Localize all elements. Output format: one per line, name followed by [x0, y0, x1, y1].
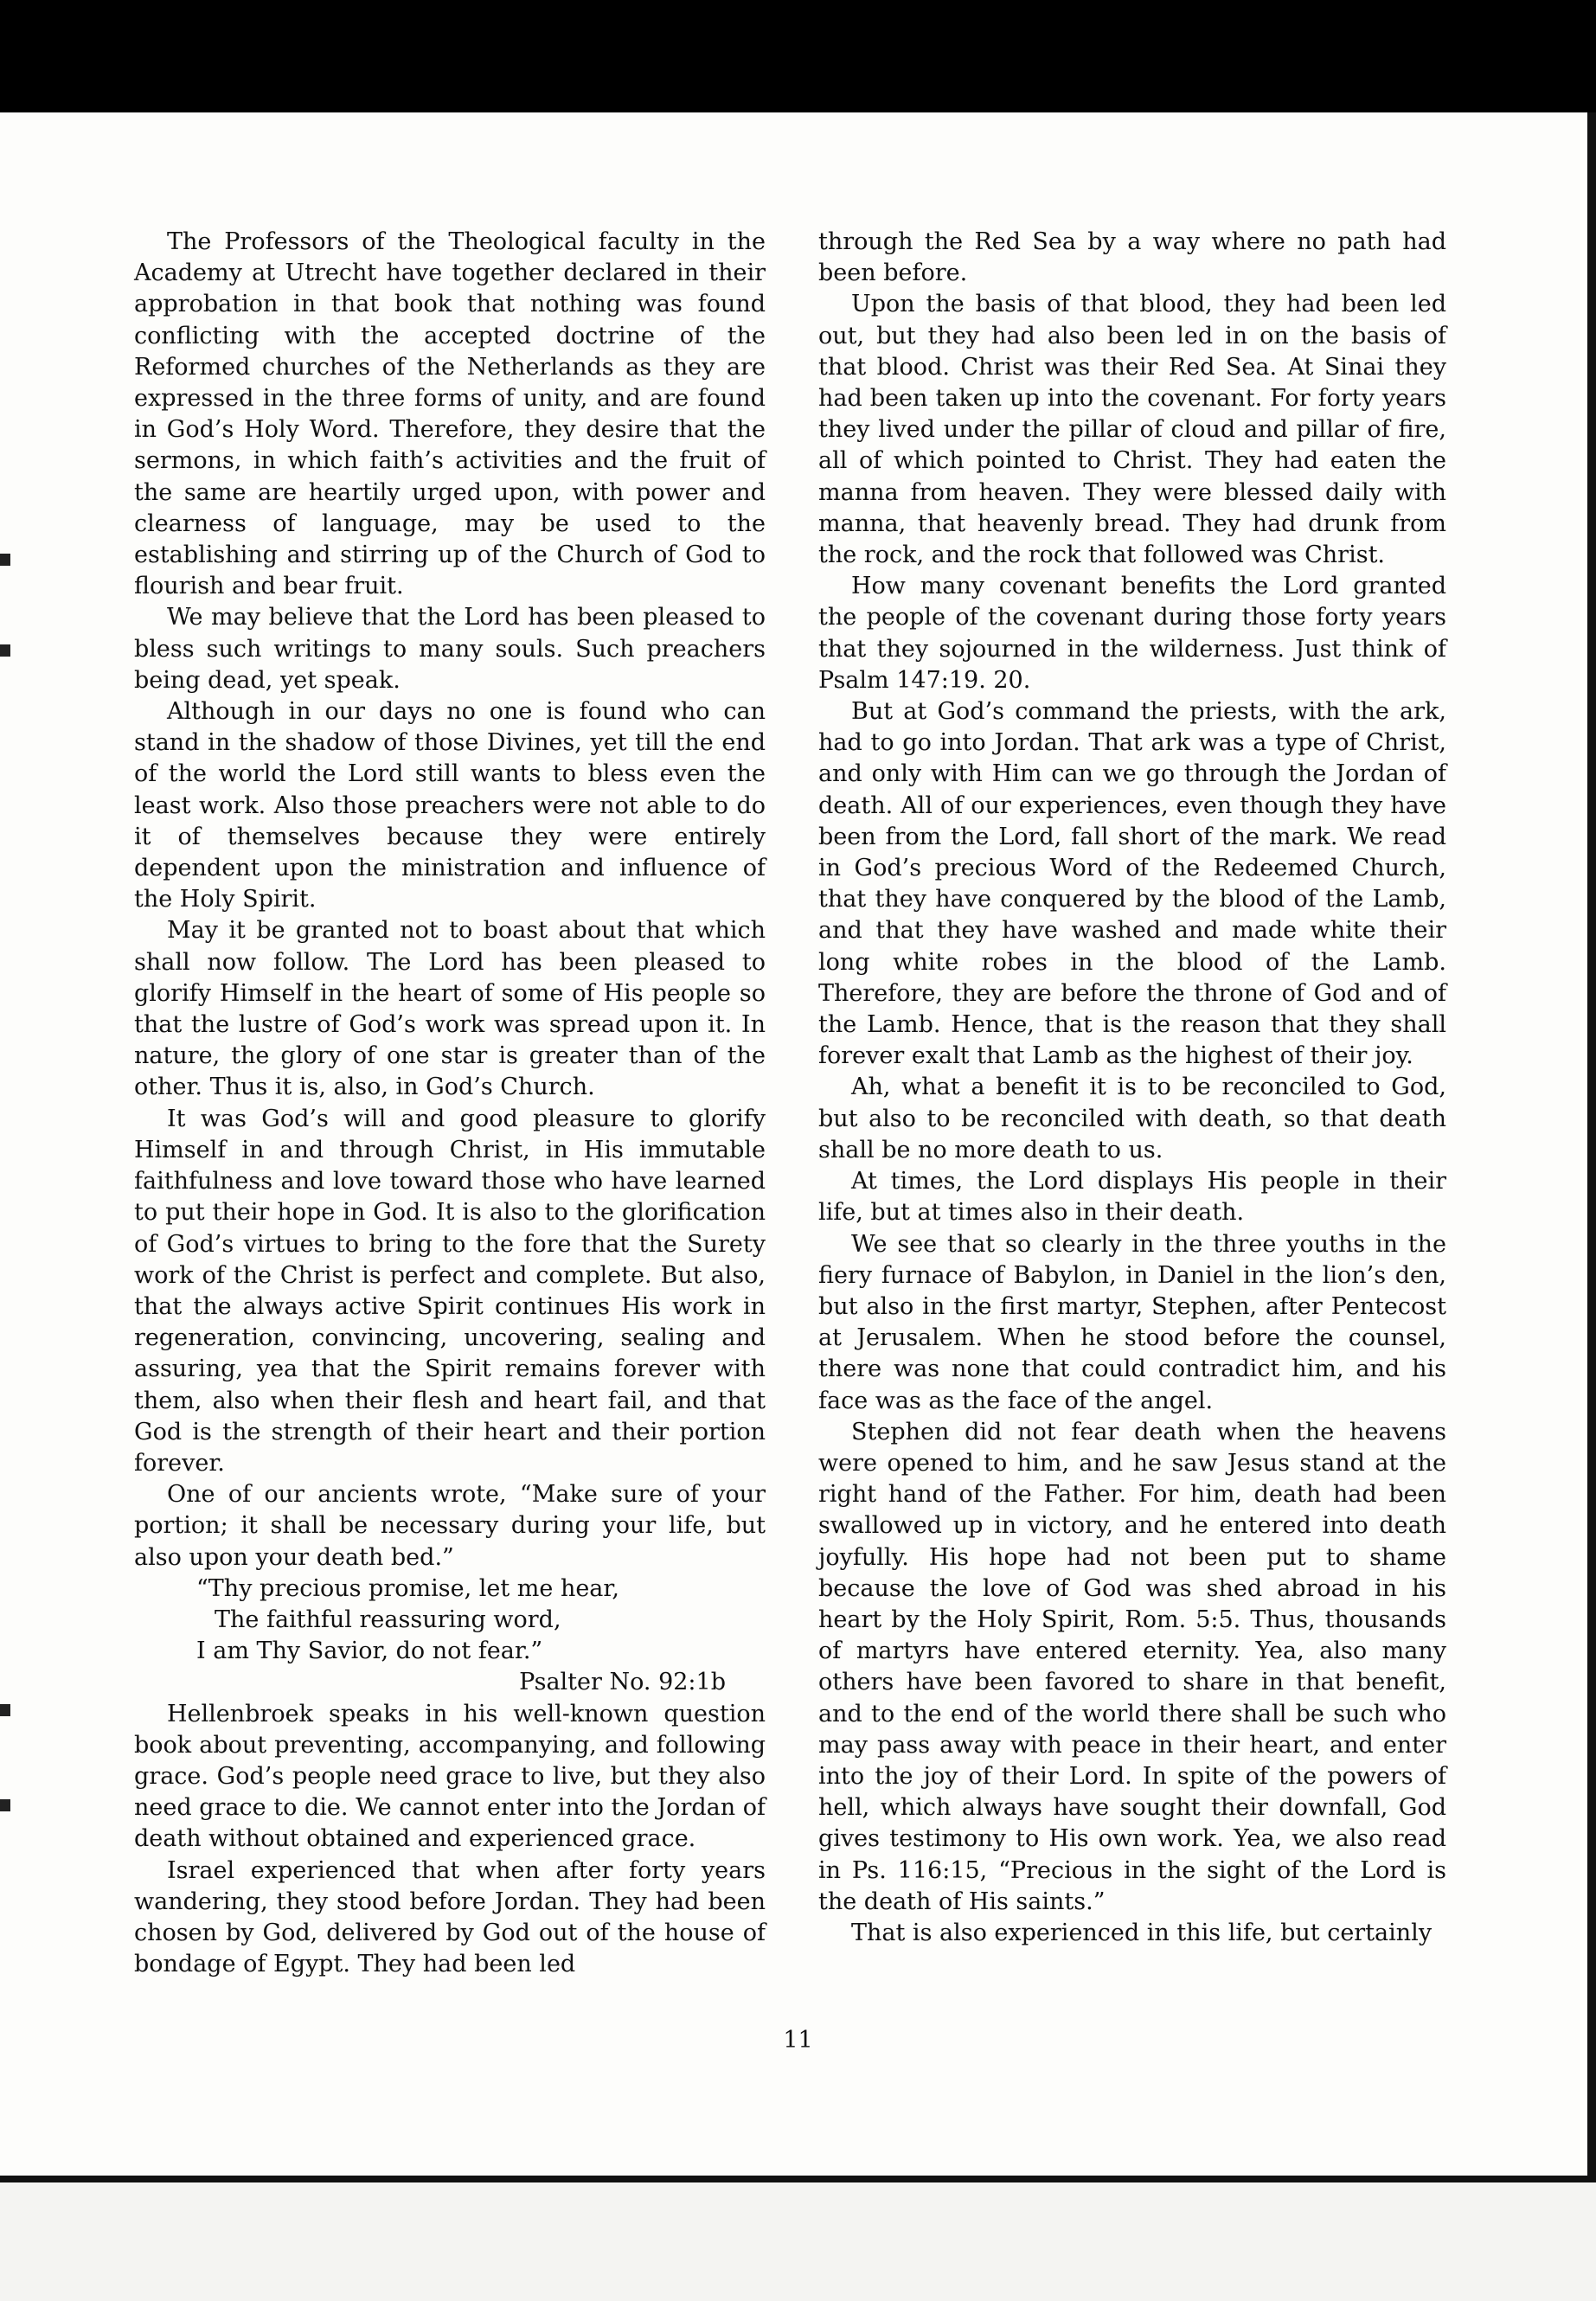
paragraph: That is also experienced in this life, but certainly — [851, 1919, 1433, 1946]
paragraph: We see that so clearly in the three youths in the fiery furnace of Babylon, in Daniel in the lion’s den, but also in the first martyr, Stephen, after Pentecost at Jerusalem. When he stood before the counsel, there was none that could contradict him, and his face was as the face of the angel. — [818, 1230, 1446, 1414]
verse-line: “Thy precious promise, let me hear, — [196, 1574, 619, 1602]
paragraph: But at God’s command the priests, with the ark, had to go into Jordan. That ark was a type of Christ, and only with Him can we go through the Jordan of death. All of our experiences, even though they have been from the Lord, fall short of the mark. We read in God’s precious Word of the Redeemed Church, that they have conquered by the blood of the Lamb, and that they have washed and made white their long white robes in the blood of the Lamb. Therefore, they are before the throne of God and of the Lamb. Hence, that is the reason that they shall forever exalt that Lamb as the highest of their joy. — [818, 698, 1446, 1070]
margin-mark — [0, 554, 10, 566]
scan-edge-bottom-line — [0, 2176, 1596, 2182]
margin-mark — [0, 1704, 10, 1716]
verse-reference: Psalter No. 92:1b — [519, 1669, 726, 1696]
paragraph: Ah, what a benefit it is to be reconciled to God, but also to be reconciled with death, so that death shall be no more death to us. — [818, 1074, 1446, 1163]
paragraph: We may believe that the Lord has been pleased to bless such writings to many souls. Such preachers being dead, yet speak. — [134, 604, 766, 694]
paragraph-continuation: through the Red Sea by a way where no path had been before. — [818, 228, 1446, 287]
paragraph: Stephen did not fear death when the heavens were opened to him, and he saw Jesus stand at the right hand of the Father. For him, death had been swallowed up in victory, and he entered into death joyfully. His hope had not been put to shame because the love of God was shed abroad in his heart by the Holy Spirit, Rom. 5:5. Thus, thousands of martyrs have entered eternity. Yea, also many others have been favored to share in that benefit, and to the end of the world there shall be such who may pass away with peace in their heart, and enter into the joy of their Lord. In spite of the powers of hell, which always have sought their downfall, God gives testimony to His own work. Yea, we also read in Ps. 116:15, “Precious in the sight of the Lord is the death of His saints.” — [818, 1418, 1446, 1915]
scan-margin-bottom — [0, 2176, 1596, 2301]
margin-mark — [0, 644, 10, 657]
right-column — [818, 227, 1446, 1949]
paragraph: At times, the Lord displays His people in their life, but at times also in their death. — [818, 1168, 1446, 1227]
paragraph: Israel experienced that when after forty years wandering, they stood before Jordan. They had been chosen by God, delivered by God out of the house of bondage of Egypt. They had been led — [134, 1856, 766, 1978]
paragraph: Although in our days no one is found who can stand in the shadow of those Divines, yet till the end of the world the Lord still wants to bless even the least work. Also those preachers were not able to do it of themselves because they were entirely dependent upon the ministration and influence of the Holy Spirit. — [134, 698, 766, 913]
paragraph: Upon the basis of that blood, they had been led out, but they had also been led in on the basis of that blood. Christ was their Red Sea. At Sinai they had been taken up into the covenant. For forty years they lived under the pillar of cloud and pillar of fire, all of which pointed to Christ. They had eaten the manna from heaven. They were blessed daily with manna, that heavenly bread. They had drunk from the rock, and the rock that followed was Christ. — [818, 291, 1446, 569]
left-column — [134, 227, 766, 1980]
paragraph: One of our ancients wrote, “Make sure of your portion; it shall be necessary during your life, but also upon your death bed.” — [134, 1481, 766, 1571]
verse-line: The faithful reassuring word, — [215, 1606, 561, 1633]
scan-edge-right — [1587, 112, 1596, 2189]
paragraph: May it be granted not to boast about that which shall now follow. The Lord has been pleased to glorify Himself in the heart of some of His people so that the lustre of God’s work was spread upon it. In nature, the glory of one star is greater than of the other. Thus it is, also, in God’s Church. — [134, 917, 766, 1101]
paragraph: It was God’s will and good pleasure to glorify Himself in and through Christ, in His immutable faithfulness and love toward those who have learned to put their hope in God. It is also to the glorification of God’s virtues to bring to the fore that the Surety work of the Christ is perfect and complete. But also, that the always active Spirit continues His work in regeneration, convincing, uncovering, sealing and assuring, yea that the Spirit remains forever with them, also when their flesh and heart fail, and that God is the strength of their heart and their portion forever. — [134, 1105, 766, 1477]
page-number: 11 — [783, 2027, 813, 2054]
verse-line: I am Thy Savior, do not fear.” — [196, 1638, 543, 1665]
paragraph: Hellenbroek speaks in his well-known question book about preventing, accompanying, and following grace. God’s people need grace to live, but they also need grace to die. We cannot enter into the Jordan of death without obtained and experienced grace. — [134, 1700, 766, 1853]
paragraph: The Professors of the Theological faculty in the Academy at Utrecht have together declared in their approbation in that book that nothing was found conflicting with the accepted doctrine of the Reformed churches of the Netherlands as they are expressed in the three forms of unity, and are found in God’s Holy Word. Therefore, they desire that the sermons, in which faith’s activities and the fruit of the same are heartily urged upon, with power and clearness of language, may be used to the establishing and stirring up of the Church of God to flourish and bear fruit. — [134, 228, 766, 600]
paragraph: How many covenant benefits the Lord granted the people of the covenant during those forty years that they sojourned in the wilderness. Just think of Psalm 147:19. 20. — [818, 573, 1446, 694]
margin-mark — [0, 1799, 10, 1811]
psalter-verse — [134, 1574, 766, 1699]
